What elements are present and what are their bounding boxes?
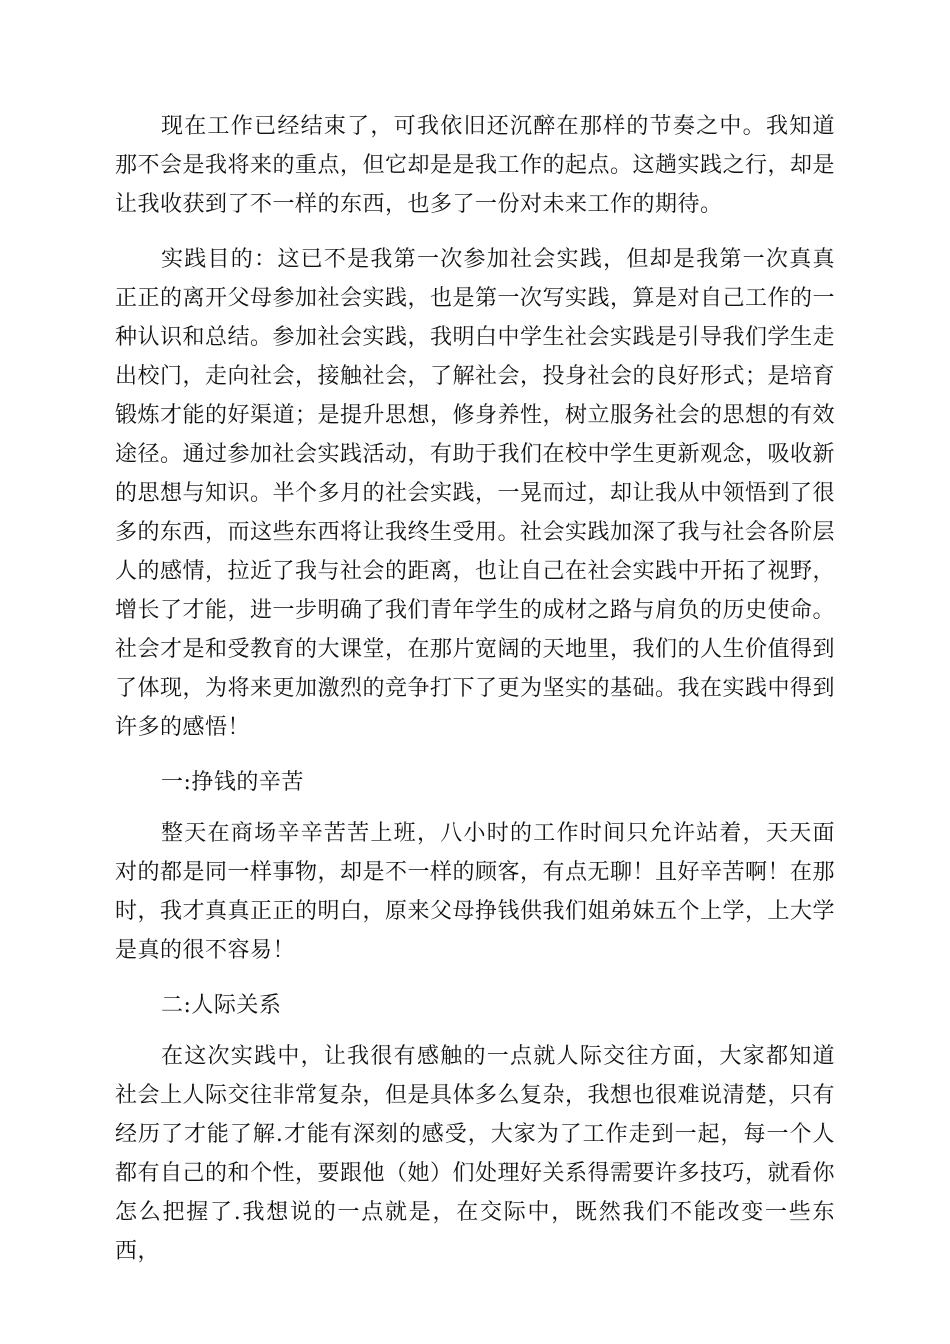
paragraph-interpersonal: 在这次实践中，让我很有感触的一点就人际交往方面，大家都知道社会上人际交往非常复杂，但是具体多么复杂，我想也很难说清楚，只有经历了才能了解.才能有深刻的感受，大家为了工作走到一起，每一个人都有自己的和个性，要跟他（她）们处理好关系得需要许多技巧，就看你怎么把握了.我想说的一点就是，在交际中，既然我们不能改变一些东西， <box>115 1044 836 1264</box>
paragraph-intro: 现在工作已经结束了，可我依旧还沉醉在那样的节奏之中。我知道那不会是我将来的重点，但它却是是我工作的起点。这趟实践之行，却是让我收获到了不一样的东西，也多了一份对未来工作的期待。 <box>115 114 836 217</box>
document-body <box>115 107 835 1271</box>
section-heading-earning-hardship: 一:挣钱的辛苦 <box>161 770 304 795</box>
paragraph-earning-hardship: 整天在商场辛辛苦苦上班，八小时的工作时间只允许站着，天天面对的都是同一样事物，却是不一样的顾客，有点无聊！且好辛苦啊！在那时，我才真真正正的明白，原来父母挣钱供我们姐弟妹五个上学，上大学是真的很不容易！ <box>115 821 836 963</box>
paragraph-practice-purpose: 实践目的：这已不是我第一次参加社会实践，但却是我第一次真真正正的离开父母参加社会实践，也是第一次写实践，算是对自己工作的一种认识和总结。参加社会实践，我明白中学生社会实践是引导我们学生走出校门，走向社会，接触社会，了解社会，投身社会的良好形式；是培育锻炼才能的好渠道；是提升思想，修身养性，树立服务社会的思想的有效途径。通过参加社会实践活动，有助于我们在校中学生更新观念，吸收新的思想与知识。半个多月的社会实践，一晃而过，却让我从中领悟到了很多的东西，而这些东西将让我终生受用。社会实践加深了我与社会各阶层人的感情，拉近了我与社会的距离，也让自己在社会实践中开拓了视野，增长了才能，进一步明确了我们青年学生的成材之路与肩负的历史使命。社会才是和受教育的大课堂，在那片宽阔的天地里，我们的人生价值得到了体现，为将来更加激烈的竞争打下了更为坚实的基础。我在实践中得到许多的感悟！ <box>115 247 836 740</box>
section-heading-interpersonal: 二:人际关系 <box>161 993 282 1018</box>
